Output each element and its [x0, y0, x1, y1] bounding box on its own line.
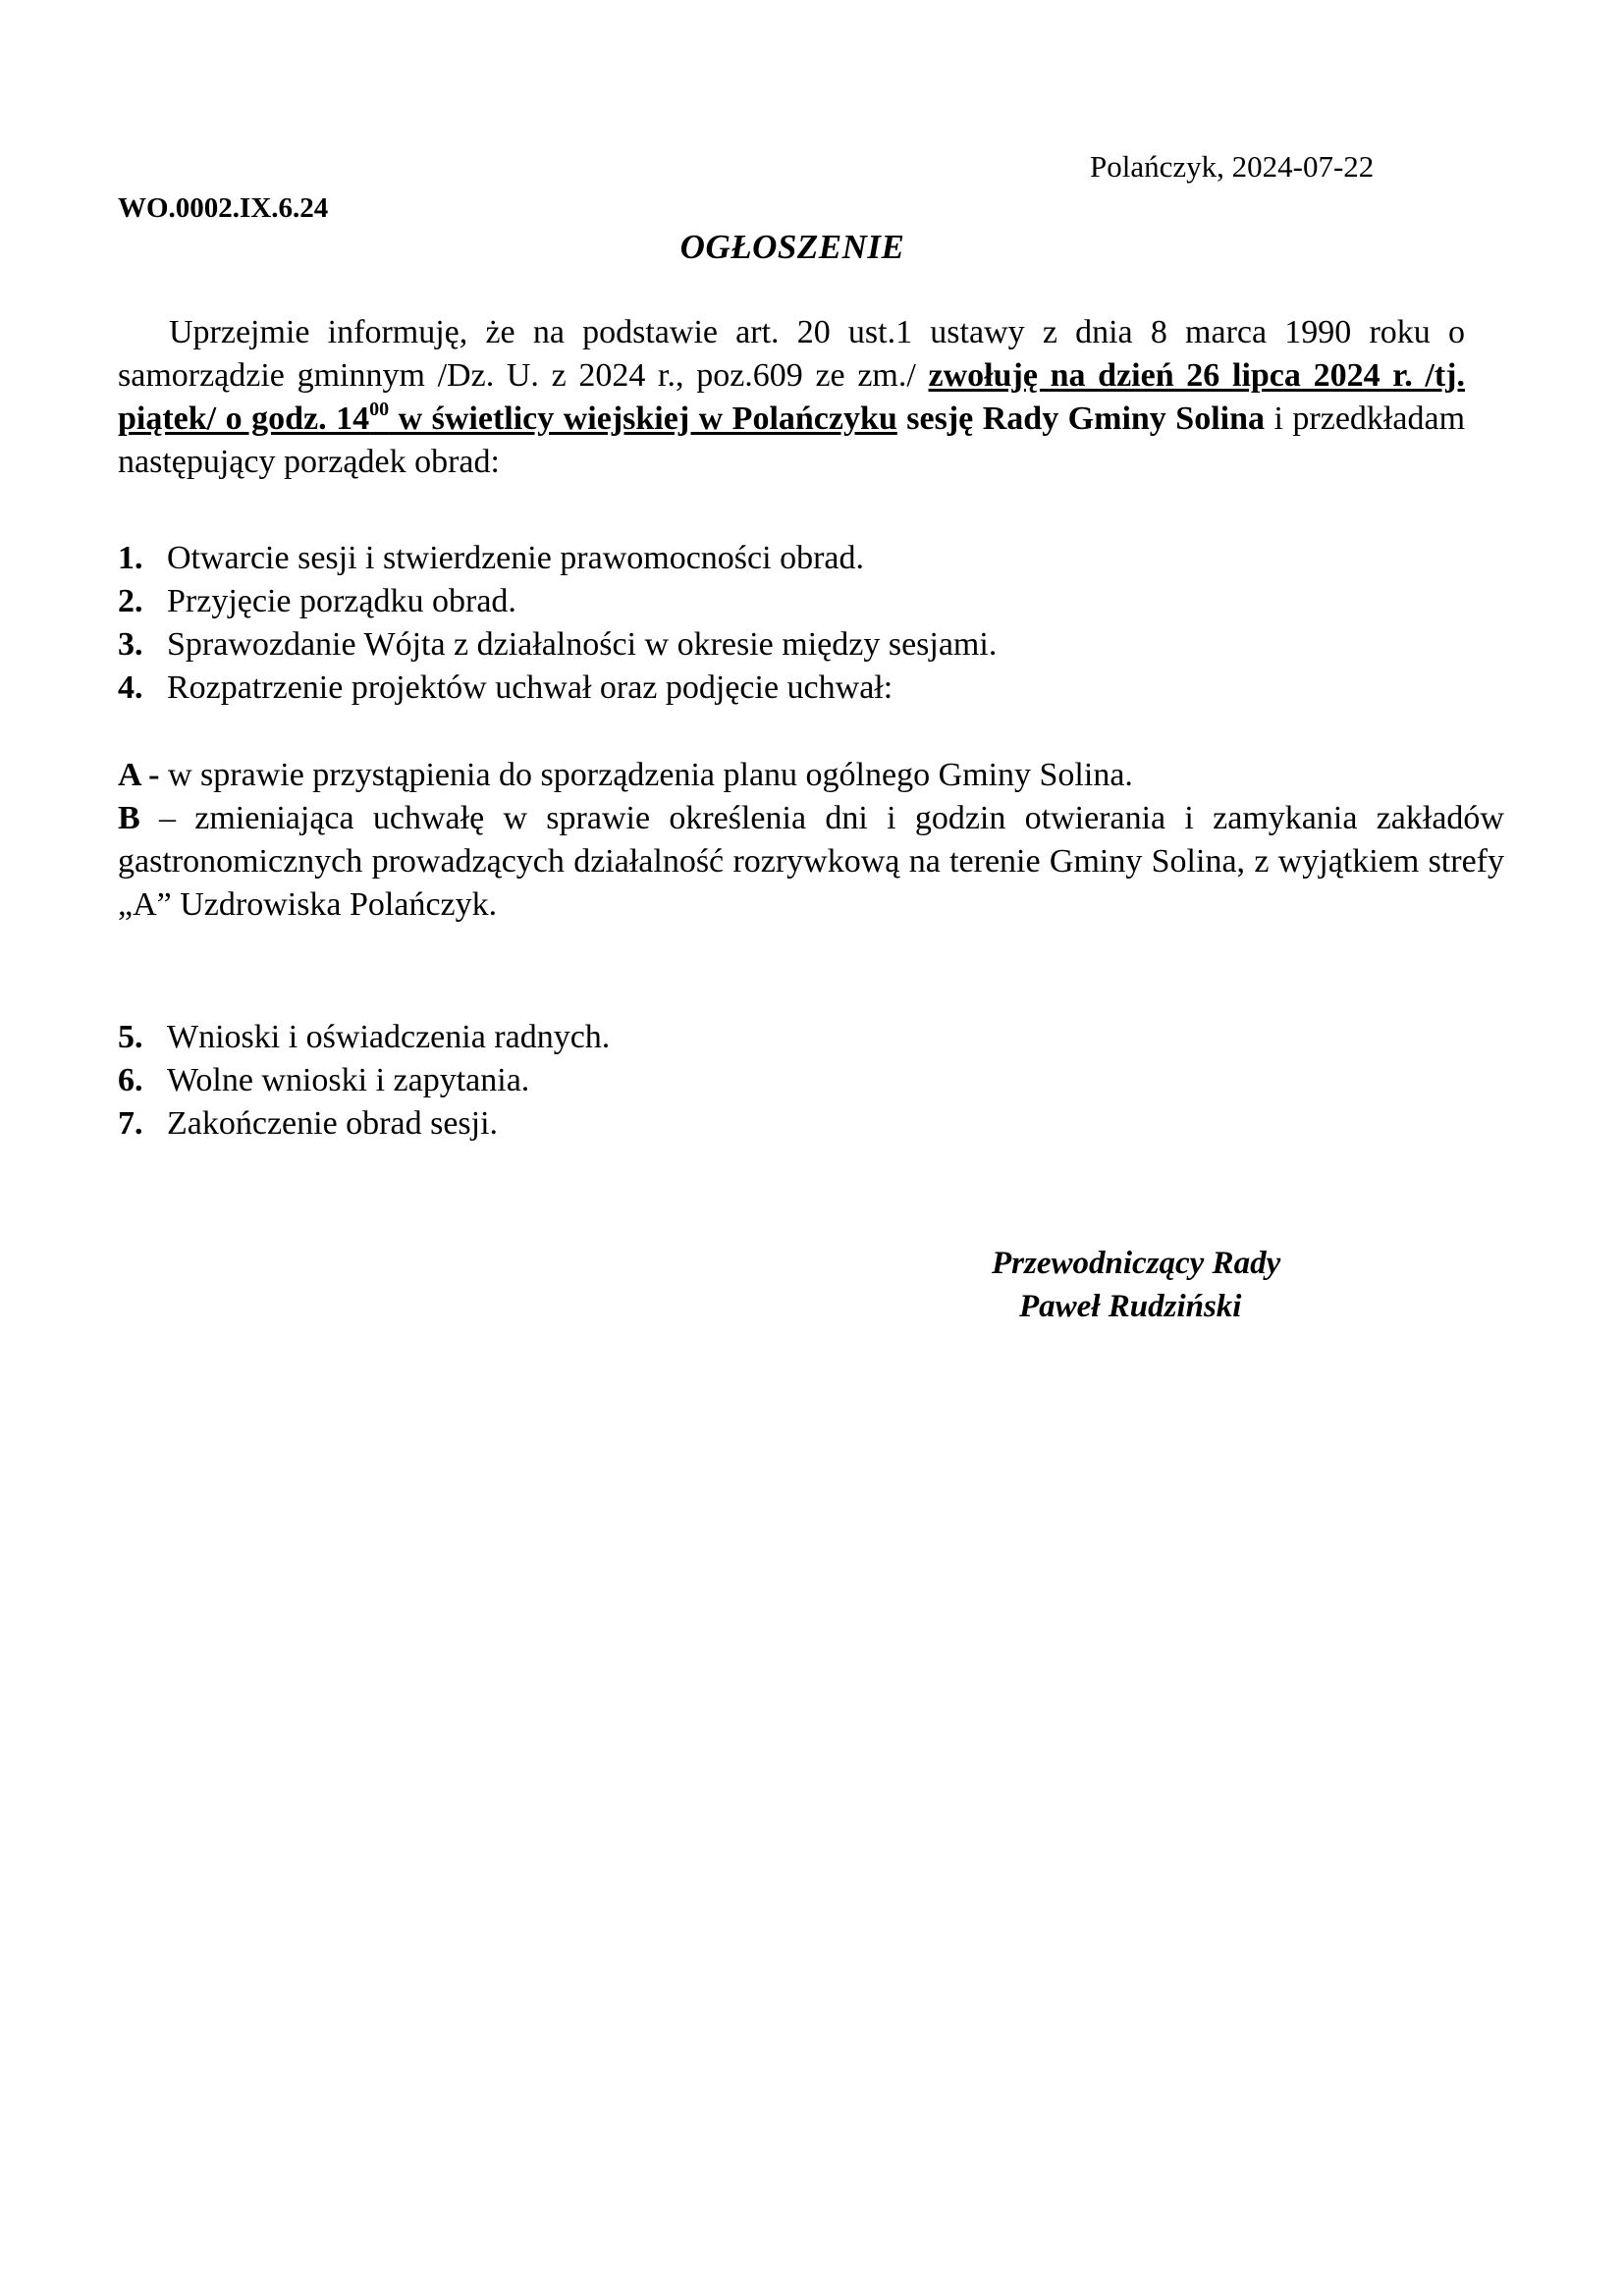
- agenda-item-text: Wolne wnioski i zapytania.: [167, 1062, 530, 1098]
- agenda-item-number: 2.: [118, 583, 143, 619]
- agenda-item-text: Rozpatrzenie projektów uchwał oraz podjęcie uchwał:: [167, 669, 893, 706]
- hour-superscript: 00: [369, 399, 390, 420]
- agenda-item: [118, 580, 1473, 623]
- resolution-a: [118, 754, 1504, 797]
- document-title: OGŁOSZENIE: [679, 228, 905, 266]
- agenda-list-part2: [118, 1016, 1473, 1146]
- agenda-item-text: Wnioski i oświadczenia radnych.: [167, 1019, 611, 1055]
- agenda-item-text: Przyjęcie porządku obrad.: [167, 583, 516, 619]
- agenda-item: [118, 623, 1473, 667]
- agenda-item: [118, 1059, 1473, 1102]
- intro-text: Uprzejmie informuję, że na podstawie art. 20 ust.1 ustawy z dnia 8 marca 1990 roku o samorządzie gminnym /Dz. U. z 2024 r., poz.609 ze zm./: [118, 314, 1465, 394]
- agenda-item: [118, 667, 1473, 710]
- agenda-item-number: 4.: [118, 669, 143, 706]
- resolution-b: [118, 797, 1504, 927]
- agenda-item-text: Zakończenie obrad sesji.: [167, 1105, 499, 1142]
- agenda-item: [118, 537, 1473, 580]
- resolution-text: – zmieniająca uchwałę w sprawie określenia dni i godzin otwierania i zamykania zakładów gastronomicznych prowadzących działalność rozrywkową na terenie Gminy Solina, z wyjątkiem strefy „A” Uzdrowiska Polańczyk.: [118, 800, 1504, 923]
- agenda-item-text: Otwarcie sesji i stwierdzenie prawomocności obrad.: [167, 540, 864, 576]
- resolution-key: B: [118, 800, 140, 836]
- resolution-key: A -: [118, 757, 160, 793]
- signature-name: Paweł Rudziński: [1019, 1289, 1242, 1324]
- agenda-item-text: Sprawozdanie Wójta z działalności w okresie między sesjami.: [167, 626, 998, 663]
- resolutions-list: [118, 754, 1504, 927]
- intro-closing: i przedkładam następujący porządek obrad:: [118, 400, 1466, 480]
- agenda-item-number: 3.: [118, 626, 143, 663]
- signature-block: [992, 1242, 1280, 1328]
- agenda-list-part1: [118, 537, 1473, 710]
- agenda-item: [118, 1102, 1473, 1146]
- intro-paragraph: [118, 311, 1465, 484]
- agenda-item: [118, 1016, 1473, 1059]
- session-date: zwołuję na dzień 26 lipca 2024 r. /tj. piątek/ o godz. 14: [118, 357, 1465, 437]
- resolution-text: w sprawie przystąpienia do sporządzenia planu ogólnego Gminy Solina.: [159, 757, 1133, 793]
- agenda-item-number: 6.: [118, 1062, 143, 1098]
- reference-number: WO.0002.IX.6.24: [118, 192, 329, 224]
- agenda-item-number: 1.: [118, 540, 143, 576]
- place-date: Polańczyk, 2024-07-22: [1090, 149, 1375, 184]
- agenda-item-number: 7.: [118, 1105, 143, 1142]
- signature-role: Przewodniczący Rady: [992, 1246, 1281, 1281]
- session-place: w świetlicy wiejskiej w Polańczyku: [389, 400, 897, 437]
- agenda-item-number: 5.: [118, 1019, 143, 1055]
- session-body: sesję Rady Gminy Solina: [896, 400, 1266, 437]
